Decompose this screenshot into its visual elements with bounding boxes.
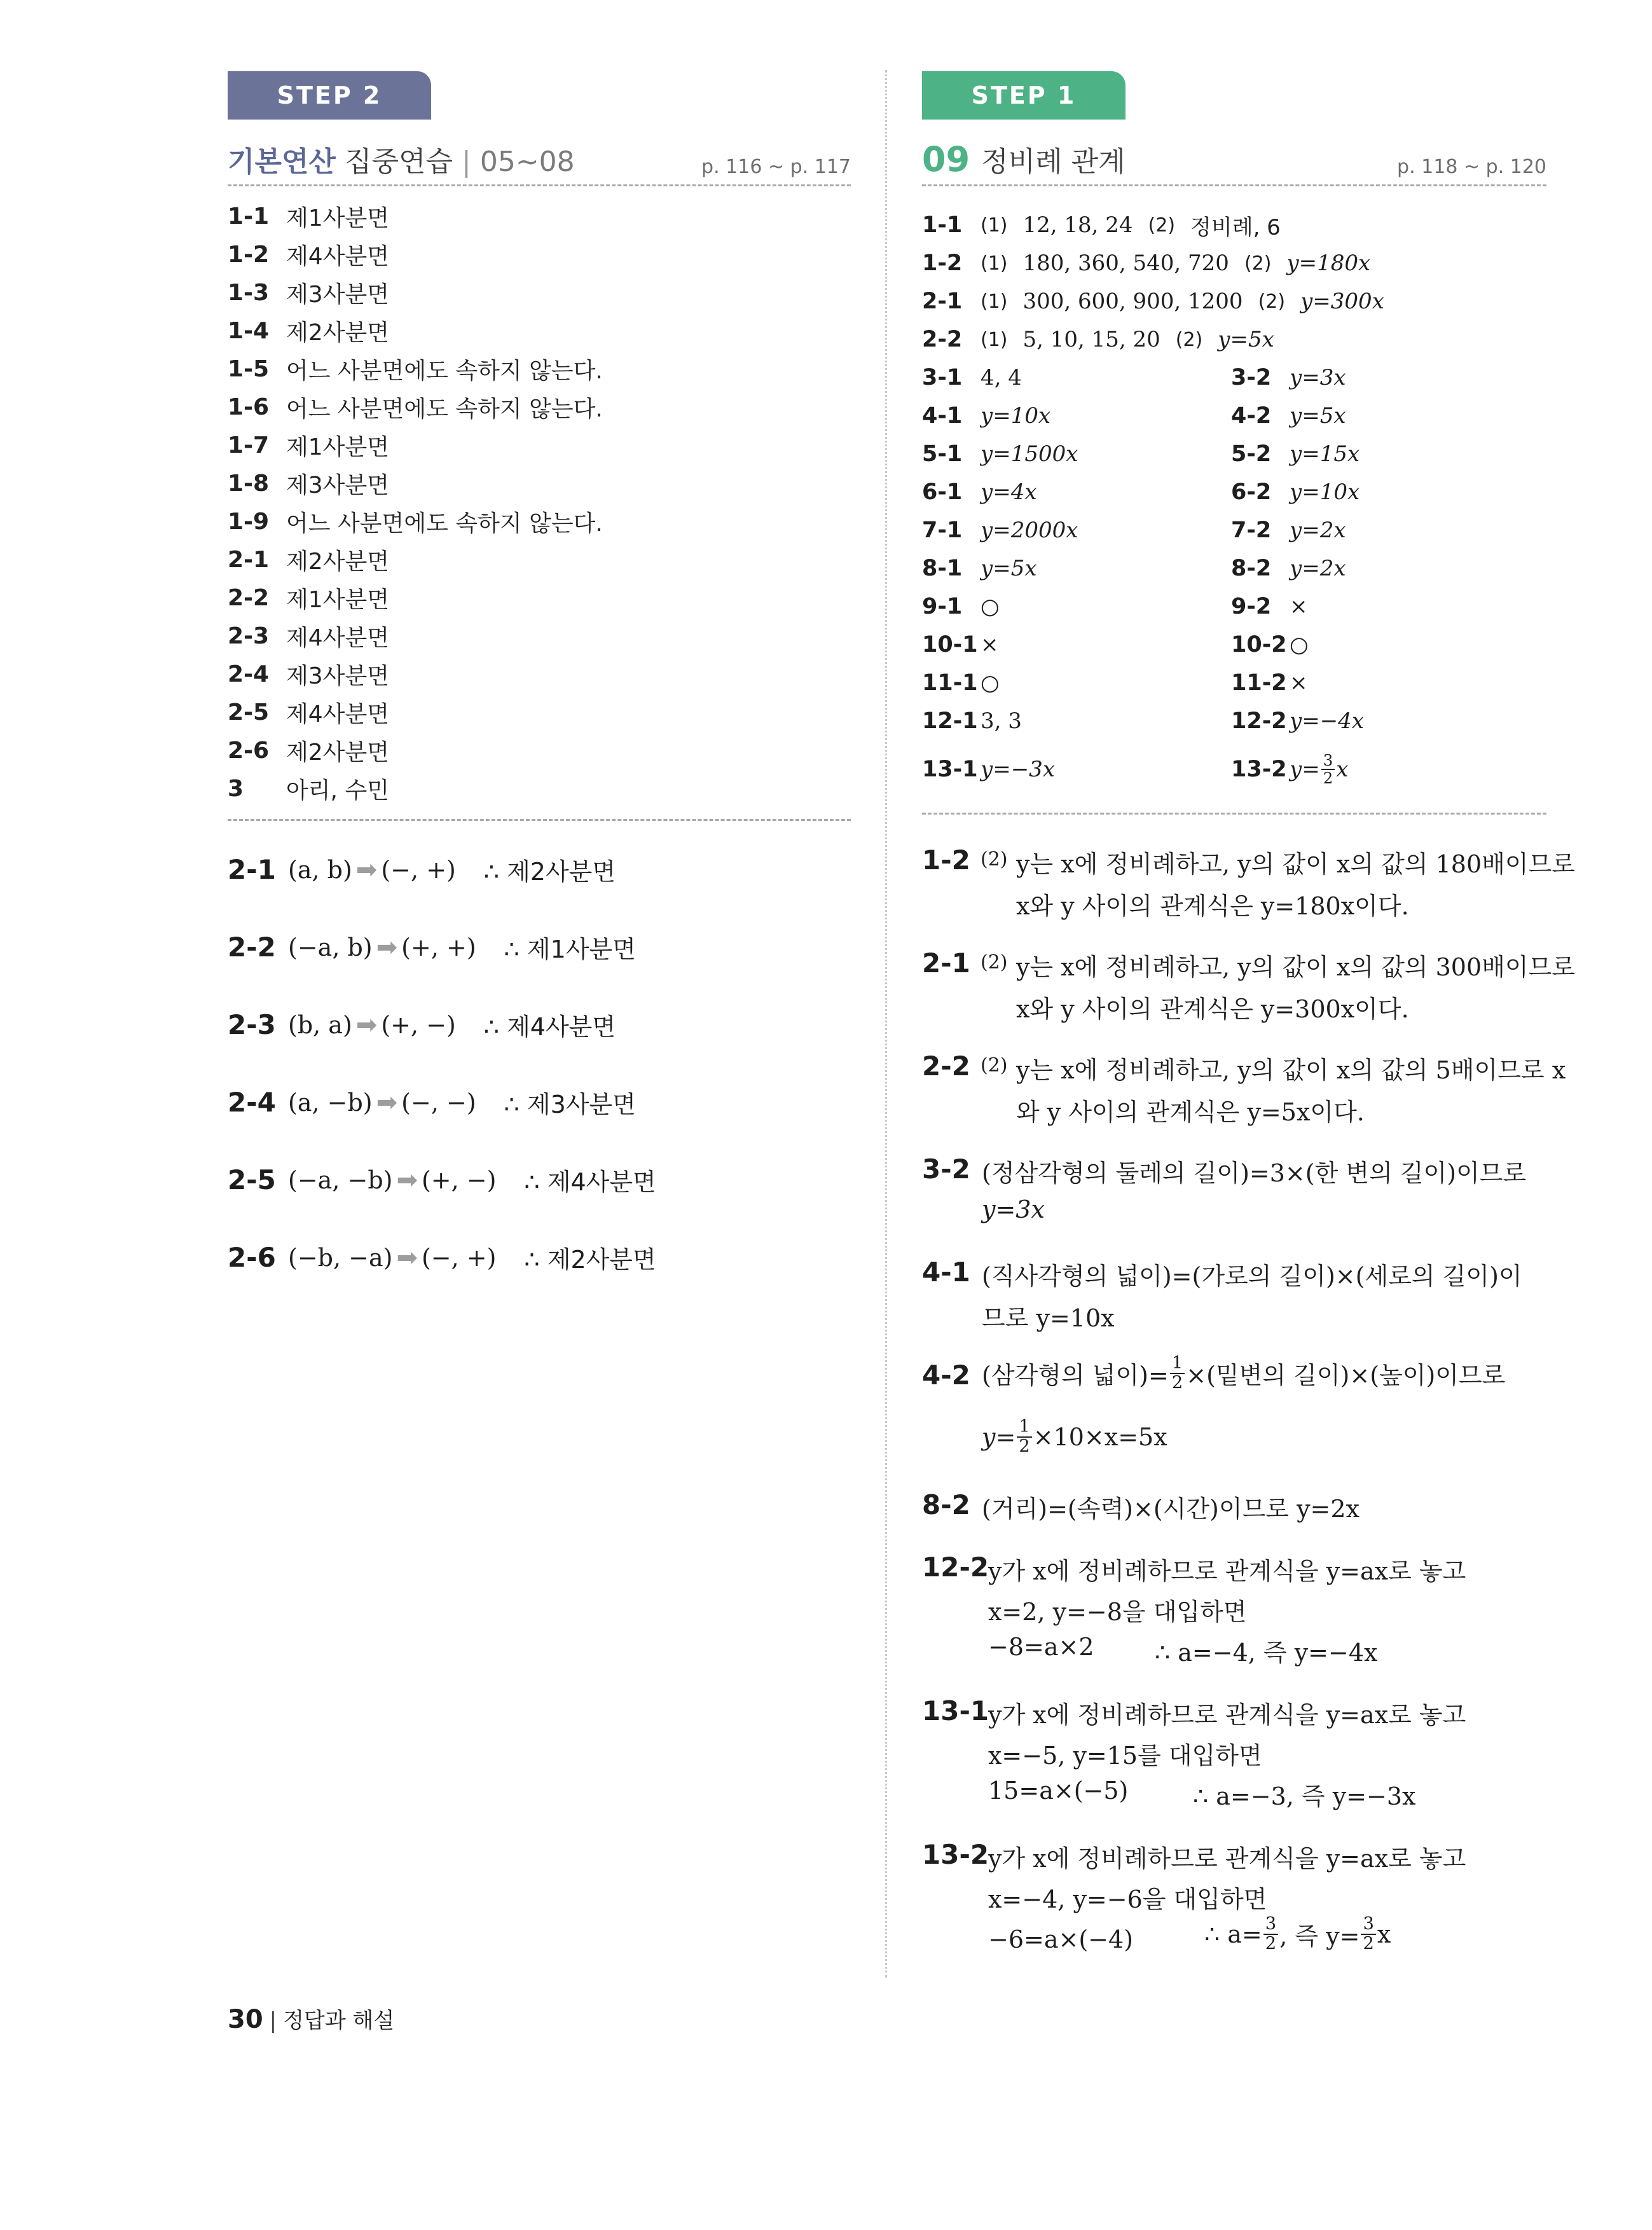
- explanation-line: ∴ a=−4, 즉 y=−4x: [1155, 1639, 1378, 1667]
- footer-separator: |: [269, 2008, 277, 2034]
- part-marker: (2): [1258, 290, 1286, 313]
- arrow-right-icon: ➡: [355, 1010, 378, 1040]
- answer-text: 제1사분면: [286, 586, 390, 613]
- expr-part: ×(밑변의 길이)×(높이)이므로: [1186, 1361, 1506, 1390]
- answer-row: [1231, 750, 1348, 788]
- explanation-line: [982, 1418, 1167, 1456]
- sign-pair: (−, +): [381, 855, 456, 884]
- explanation-row: [228, 852, 616, 887]
- explanation-line: 와 y 사이의 관계식은 y=5x이다.: [1016, 1098, 1365, 1126]
- fraction: [1170, 1354, 1185, 1392]
- title-range: 05~08: [479, 146, 575, 178]
- answer-row: [1231, 435, 1359, 473]
- answer-text: y=5x: [1290, 403, 1346, 429]
- arrow-right-icon: ➡: [355, 855, 378, 884]
- explanation-line: x=−5, y=15를 대입하면: [988, 1742, 1262, 1770]
- answer-row: [228, 464, 389, 502]
- section-title-text: 정비례 관계: [981, 146, 1125, 178]
- answer-text: 제4사분면: [286, 243, 390, 270]
- explanation-label: 2-1: [922, 947, 970, 979]
- numerator: 3: [1321, 752, 1335, 770]
- answer-label: 1-3: [228, 279, 270, 306]
- left-page-ref: p. 116 ~ p. 117: [701, 156, 851, 178]
- explanation-line: y가 x에 정비례하므로 관계식을 y=ax로 놓고: [988, 1845, 1466, 1873]
- numerator: 1: [1017, 1418, 1031, 1438]
- coord-expr: (−b, −a): [288, 1243, 393, 1272]
- answer-row: [228, 312, 389, 350]
- explanation-label: 3-2: [922, 1153, 970, 1185]
- explanation-label: 2-3: [228, 1009, 276, 1040]
- arrow-right-icon: ➡: [376, 932, 398, 962]
- explanation-line: y가 x에 정비례하므로 관계식을 y=ax로 놓고: [988, 1557, 1466, 1585]
- answer-label: 1-2: [228, 241, 270, 268]
- title-sep: |: [453, 146, 480, 178]
- expr-part: x: [1377, 1920, 1391, 1948]
- explanation-label: 4-1: [922, 1256, 970, 1288]
- answer-text: y=180x: [1286, 251, 1371, 276]
- sign-pair: (−, −): [401, 1088, 476, 1117]
- answer-label: 11-2: [1231, 670, 1287, 696]
- answer-row: [922, 206, 1281, 244]
- answer-text: ×: [1290, 670, 1308, 696]
- answer-text: 제3사분면: [286, 663, 390, 689]
- answer-row: [228, 502, 603, 540]
- explanation-line: [1204, 1915, 1391, 1953]
- answer-row: [922, 626, 999, 664]
- answer-row: [228, 388, 603, 426]
- expr-part: (삼각형의 넓이)=: [982, 1361, 1169, 1390]
- answer-text: y=10x: [1290, 479, 1360, 505]
- answer-text: 어느 사분면에도 속하지 않는다.: [286, 396, 603, 422]
- explanation-label: 12-2: [922, 1552, 989, 1583]
- answer-label: 9-1: [922, 594, 963, 619]
- answer-text: ○: [981, 594, 1000, 619]
- numerator: 3: [1263, 1915, 1278, 1935]
- explanation-line: (직사각형의 넓이)=(가로의 길이)×(세로의 길이)이: [982, 1262, 1522, 1290]
- explanation-label: 2-6: [228, 1242, 276, 1273]
- answer-text: 어느 사분면에도 속하지 않는다.: [286, 510, 603, 537]
- fraction: [1017, 1418, 1031, 1456]
- answer-label: 10-2: [1231, 632, 1287, 657]
- denominator: 2: [1363, 1933, 1374, 1953]
- part-marker: (2): [981, 951, 1008, 974]
- answer-row: [1231, 473, 1359, 511]
- answer-text: ○: [981, 670, 1000, 696]
- answer-text: ×: [1290, 594, 1308, 619]
- answer-label: 5-2: [1231, 441, 1272, 467]
- sign-pair: (−, +): [421, 1243, 497, 1272]
- answer-text: 3, 3: [981, 708, 1022, 734]
- section-divider: [922, 813, 1546, 815]
- answer-row: [228, 693, 389, 731]
- answer-row: [1231, 397, 1346, 435]
- answer-text: 아리, 수민: [286, 777, 389, 804]
- explanation-line: (정삼각형의 둘레의 길이)=3×(한 변의 길이)이므로: [982, 1159, 1527, 1187]
- answer-label: 12-1: [922, 708, 978, 734]
- part-marker: (2): [1175, 328, 1203, 351]
- answer-row: [1231, 549, 1346, 588]
- answer-row: [1231, 664, 1308, 702]
- answer-text: 제4사분면: [286, 701, 390, 727]
- left-section-header: [228, 145, 851, 186]
- answer-label: 2-1: [922, 289, 963, 314]
- explanation-line: x와 y 사이의 관계식은 y=180x이다.: [1016, 892, 1409, 920]
- answer-label: 3-1: [922, 365, 963, 390]
- section-divider: [228, 819, 851, 821]
- answer-label: 13-2: [1231, 757, 1287, 782]
- right-section-title: [922, 139, 1125, 179]
- answer-label: 1-4: [228, 317, 270, 344]
- answer-label: 2-6: [228, 737, 270, 764]
- right-page-ref: p. 118 ~ p. 120: [1397, 156, 1546, 178]
- title-strong: 기본연산: [228, 146, 336, 178]
- answer-label: 2-2: [228, 584, 270, 611]
- answer-row: [922, 359, 1022, 397]
- numerator: 1: [1170, 1354, 1185, 1374]
- answer-label: 8-2: [1231, 556, 1272, 581]
- answer-label: 1-1: [228, 203, 270, 230]
- explanation-label: 2-2: [228, 932, 276, 963]
- answer-label: 12-2: [1231, 708, 1287, 734]
- explanation-row: [228, 1162, 656, 1197]
- explanation-line: x=−4, y=−6을 대입하면: [988, 1885, 1267, 1913]
- answer-text: 제3사분면: [286, 472, 390, 499]
- answer-row: [922, 473, 1037, 511]
- answer-label: 6-2: [1231, 479, 1272, 505]
- answer-text: y=4x: [981, 479, 1037, 505]
- answer-row: [922, 588, 1000, 626]
- answer-row: [1231, 511, 1346, 549]
- answer-text: y=15x: [1290, 441, 1360, 467]
- explanation-line: y=3x: [982, 1195, 1045, 1223]
- quadrant-result: ∴ 제2사분면: [524, 1246, 656, 1274]
- fraction: [1263, 1915, 1278, 1953]
- part-marker: (2): [1244, 252, 1272, 275]
- explanation-row: [228, 1007, 616, 1042]
- answer-text: y=300x: [1300, 289, 1384, 314]
- answer-text: y=−3x: [981, 757, 1055, 782]
- answer-row: [1231, 588, 1308, 626]
- sign-pair: (+, −): [421, 1166, 497, 1194]
- answer-label: 2-3: [228, 623, 270, 649]
- part-marker: (1): [981, 290, 1008, 313]
- arrow-right-icon: ➡: [396, 1165, 418, 1195]
- answer-row: [228, 197, 389, 235]
- fraction: [1361, 1915, 1375, 1953]
- explanation-line: x=2, y=−8을 대입하면: [988, 1598, 1247, 1626]
- answer-row: [922, 320, 1274, 359]
- explanation-row: [228, 930, 636, 965]
- answer-label: 8-1: [922, 556, 963, 581]
- answer-row: [922, 244, 1370, 282]
- arrow-right-icon: ➡: [396, 1242, 418, 1272]
- answer-label: 11-1: [922, 670, 978, 696]
- answer-text: y=: [1290, 757, 1320, 782]
- expr-part: ∴ a=: [1204, 1920, 1262, 1948]
- answer-row: [1231, 359, 1346, 397]
- footer-label: 정답과 해설: [283, 2008, 395, 2034]
- explanation-line: 므로 y=10x: [982, 1304, 1115, 1332]
- explanation-label: 1-2: [922, 844, 970, 876]
- explanation-line: y는 x에 정비례하고, y의 값이 x의 값의 300배이므로: [1016, 953, 1575, 981]
- answer-text: y=2x: [1290, 518, 1346, 543]
- part-marker: (1): [981, 328, 1008, 351]
- denominator: 2: [1265, 1933, 1277, 1953]
- sign-pair: (+, −): [381, 1010, 456, 1039]
- step2-badge: STEP 2: [228, 71, 431, 120]
- answer-row: [922, 397, 1050, 435]
- answer-row: [922, 664, 1000, 702]
- explanation-line: y는 x에 정비례하고, y의 값이 x의 값의 180배이므로: [1016, 850, 1575, 878]
- coord-expr: (−a, b): [288, 933, 373, 961]
- answer-text: y=5x: [1218, 327, 1274, 352]
- page-number: 30: [228, 2005, 263, 2034]
- answer-text: y=2x: [1290, 556, 1346, 581]
- answer-row: [922, 282, 1384, 320]
- answer-label: 1-1: [922, 212, 963, 238]
- answer-row: [228, 731, 389, 769]
- answer-text: y=2000x: [981, 518, 1078, 543]
- explanation-label: 2-1: [228, 854, 276, 885]
- explanation-label: 4-2: [922, 1359, 970, 1391]
- part-marker: (1): [981, 252, 1008, 275]
- answer-row: [1231, 626, 1309, 664]
- answer-label: 3: [228, 775, 244, 802]
- part-marker: (2): [981, 1054, 1008, 1077]
- coord-expr: (−a, −b): [288, 1166, 393, 1194]
- explanation-line: 15=a×(−5): [988, 1777, 1129, 1805]
- part-marker: (2): [1148, 214, 1176, 237]
- right-section-header: [922, 139, 1546, 186]
- answer-label: 5-1: [922, 441, 963, 467]
- answer-text: 제4사분면: [286, 624, 390, 651]
- answer-row: [922, 750, 1055, 788]
- answer-text: 제2사분면: [286, 319, 390, 346]
- answer-text: 5, 10, 15, 20: [1022, 327, 1160, 352]
- expr-part: y=: [982, 1422, 1016, 1451]
- answer-label: 2-2: [922, 327, 963, 352]
- answer-label: 4-1: [922, 403, 963, 429]
- explanation-line: ∴ a=−3, 즉 y=−3x: [1193, 1782, 1416, 1810]
- answer-text: x: [1336, 757, 1349, 782]
- sign-pair: (+, +): [401, 933, 476, 961]
- answer-row: [1231, 702, 1364, 740]
- part-marker: (2): [981, 848, 1008, 871]
- answer-text: 제2사분면: [286, 739, 390, 766]
- answer-label: 13-1: [922, 757, 978, 782]
- answer-row: [922, 549, 1037, 588]
- answer-text: 제1사분면: [286, 434, 390, 460]
- answer-label: 2-1: [228, 546, 270, 573]
- explanation-line: (거리)=(속력)×(시간)이므로 y=2x: [982, 1495, 1359, 1523]
- explanation-label: 2-4: [228, 1087, 276, 1118]
- part-marker: (1): [981, 214, 1008, 237]
- answer-row: [228, 540, 389, 579]
- denominator: 2: [1171, 1372, 1183, 1393]
- answer-label: 2-4: [228, 661, 270, 687]
- answer-text: 어느 사분면에도 속하지 않는다.: [286, 357, 603, 384]
- answer-text: 12, 18, 24: [1022, 212, 1133, 238]
- answer-label: 6-1: [922, 479, 963, 505]
- denominator: 2: [1323, 769, 1333, 787]
- answer-row: [228, 235, 389, 273]
- coord-expr: (a, b): [288, 855, 352, 884]
- answer-label: 7-2: [1231, 518, 1272, 543]
- answer-text: y=5x: [981, 556, 1037, 581]
- answer-label: 1-8: [228, 470, 270, 497]
- answer-text: 180, 360, 540, 720: [1022, 251, 1229, 276]
- coord-expr: (a, −b): [288, 1088, 373, 1117]
- page-footer: [228, 2003, 394, 2034]
- answer-text: y=10x: [981, 403, 1051, 429]
- quadrant-result: ∴ 제4사분면: [483, 1013, 616, 1041]
- answer-text: 제3사분면: [286, 281, 390, 308]
- expr-part: ×10×x=5x: [1033, 1422, 1167, 1451]
- answer-label: 3-2: [1231, 365, 1272, 390]
- explanation-label: 2-2: [922, 1050, 970, 1082]
- quadrant-result: ∴ 제4사분면: [524, 1168, 656, 1196]
- answer-row: [922, 702, 1022, 740]
- numerator: 3: [1361, 1915, 1375, 1935]
- answer-row: [228, 617, 389, 655]
- answer-label: 7-1: [922, 518, 963, 543]
- answer-label: 1-6: [228, 394, 270, 420]
- answer-label: 1-2: [922, 251, 963, 276]
- answer-text: 정비례, 6: [1190, 214, 1281, 240]
- answer-text: 제1사분면: [286, 205, 390, 231]
- explanation-label: 13-2: [922, 1839, 989, 1870]
- answer-label: 4-2: [1231, 403, 1272, 429]
- quadrant-result: ∴ 제2사분면: [483, 858, 616, 886]
- answer-text: y=3x: [1290, 365, 1346, 390]
- answer-row: [228, 655, 389, 693]
- explanation-line: [982, 1354, 1505, 1392]
- answer-row: [228, 769, 389, 808]
- explanation-line: −8=a×2: [988, 1633, 1094, 1661]
- quadrant-result: ∴ 제1사분면: [504, 935, 636, 963]
- answer-label: 9-2: [1231, 594, 1272, 619]
- answer-row: [922, 511, 1078, 549]
- answer-text: 4, 4: [981, 365, 1022, 390]
- answer-label: 1-5: [228, 355, 270, 382]
- explanation-row: [228, 1085, 636, 1120]
- arrow-right-icon: ➡: [376, 1087, 398, 1117]
- answer-text: 300, 600, 900, 1200: [1022, 289, 1243, 314]
- answer-row: [228, 273, 389, 312]
- column-divider: [885, 70, 887, 1978]
- fraction: [1321, 752, 1335, 786]
- explanation-row: [228, 1240, 656, 1275]
- step1-badge: STEP 1: [922, 71, 1125, 120]
- answer-text: ○: [1290, 632, 1309, 657]
- explanation-label: 13-1: [922, 1695, 989, 1726]
- answer-label: 1-9: [228, 508, 270, 535]
- coord-expr: (b, a): [288, 1010, 352, 1039]
- answer-text: 제2사분면: [286, 548, 390, 575]
- answer-row: [922, 435, 1078, 473]
- denominator: 2: [1019, 1436, 1030, 1456]
- left-section-title: [228, 139, 575, 179]
- answer-label: 2-5: [228, 699, 270, 726]
- answer-text: ×: [981, 632, 999, 657]
- explanation-label: 8-2: [922, 1489, 970, 1520]
- answer-text: y=1500x: [981, 441, 1078, 467]
- explanation-line: x와 y 사이의 관계식은 y=300x이다.: [1016, 995, 1409, 1023]
- title-rest: 집중연습: [336, 146, 453, 178]
- quadrant-result: ∴ 제3사분면: [504, 1091, 636, 1118]
- explanation-label: 2-5: [228, 1164, 276, 1195]
- explanation-line: y가 x에 정비례하므로 관계식을 y=ax로 놓고: [988, 1701, 1466, 1729]
- answer-label: 10-1: [922, 632, 978, 657]
- section-number: 09: [922, 139, 970, 179]
- explanation-line: y는 x에 정비례하고, y의 값이 x의 값의 5배이므로 x: [1016, 1056, 1566, 1084]
- explanation-line: −6=a×(−4): [988, 1925, 1134, 1953]
- expr-part: , 즉 y=: [1279, 1922, 1360, 1951]
- answer-row: [228, 350, 603, 388]
- answer-row: [228, 579, 389, 617]
- answer-label: 1-7: [228, 432, 270, 458]
- answer-row: [228, 426, 389, 464]
- answer-text: y=−4x: [1290, 708, 1364, 734]
